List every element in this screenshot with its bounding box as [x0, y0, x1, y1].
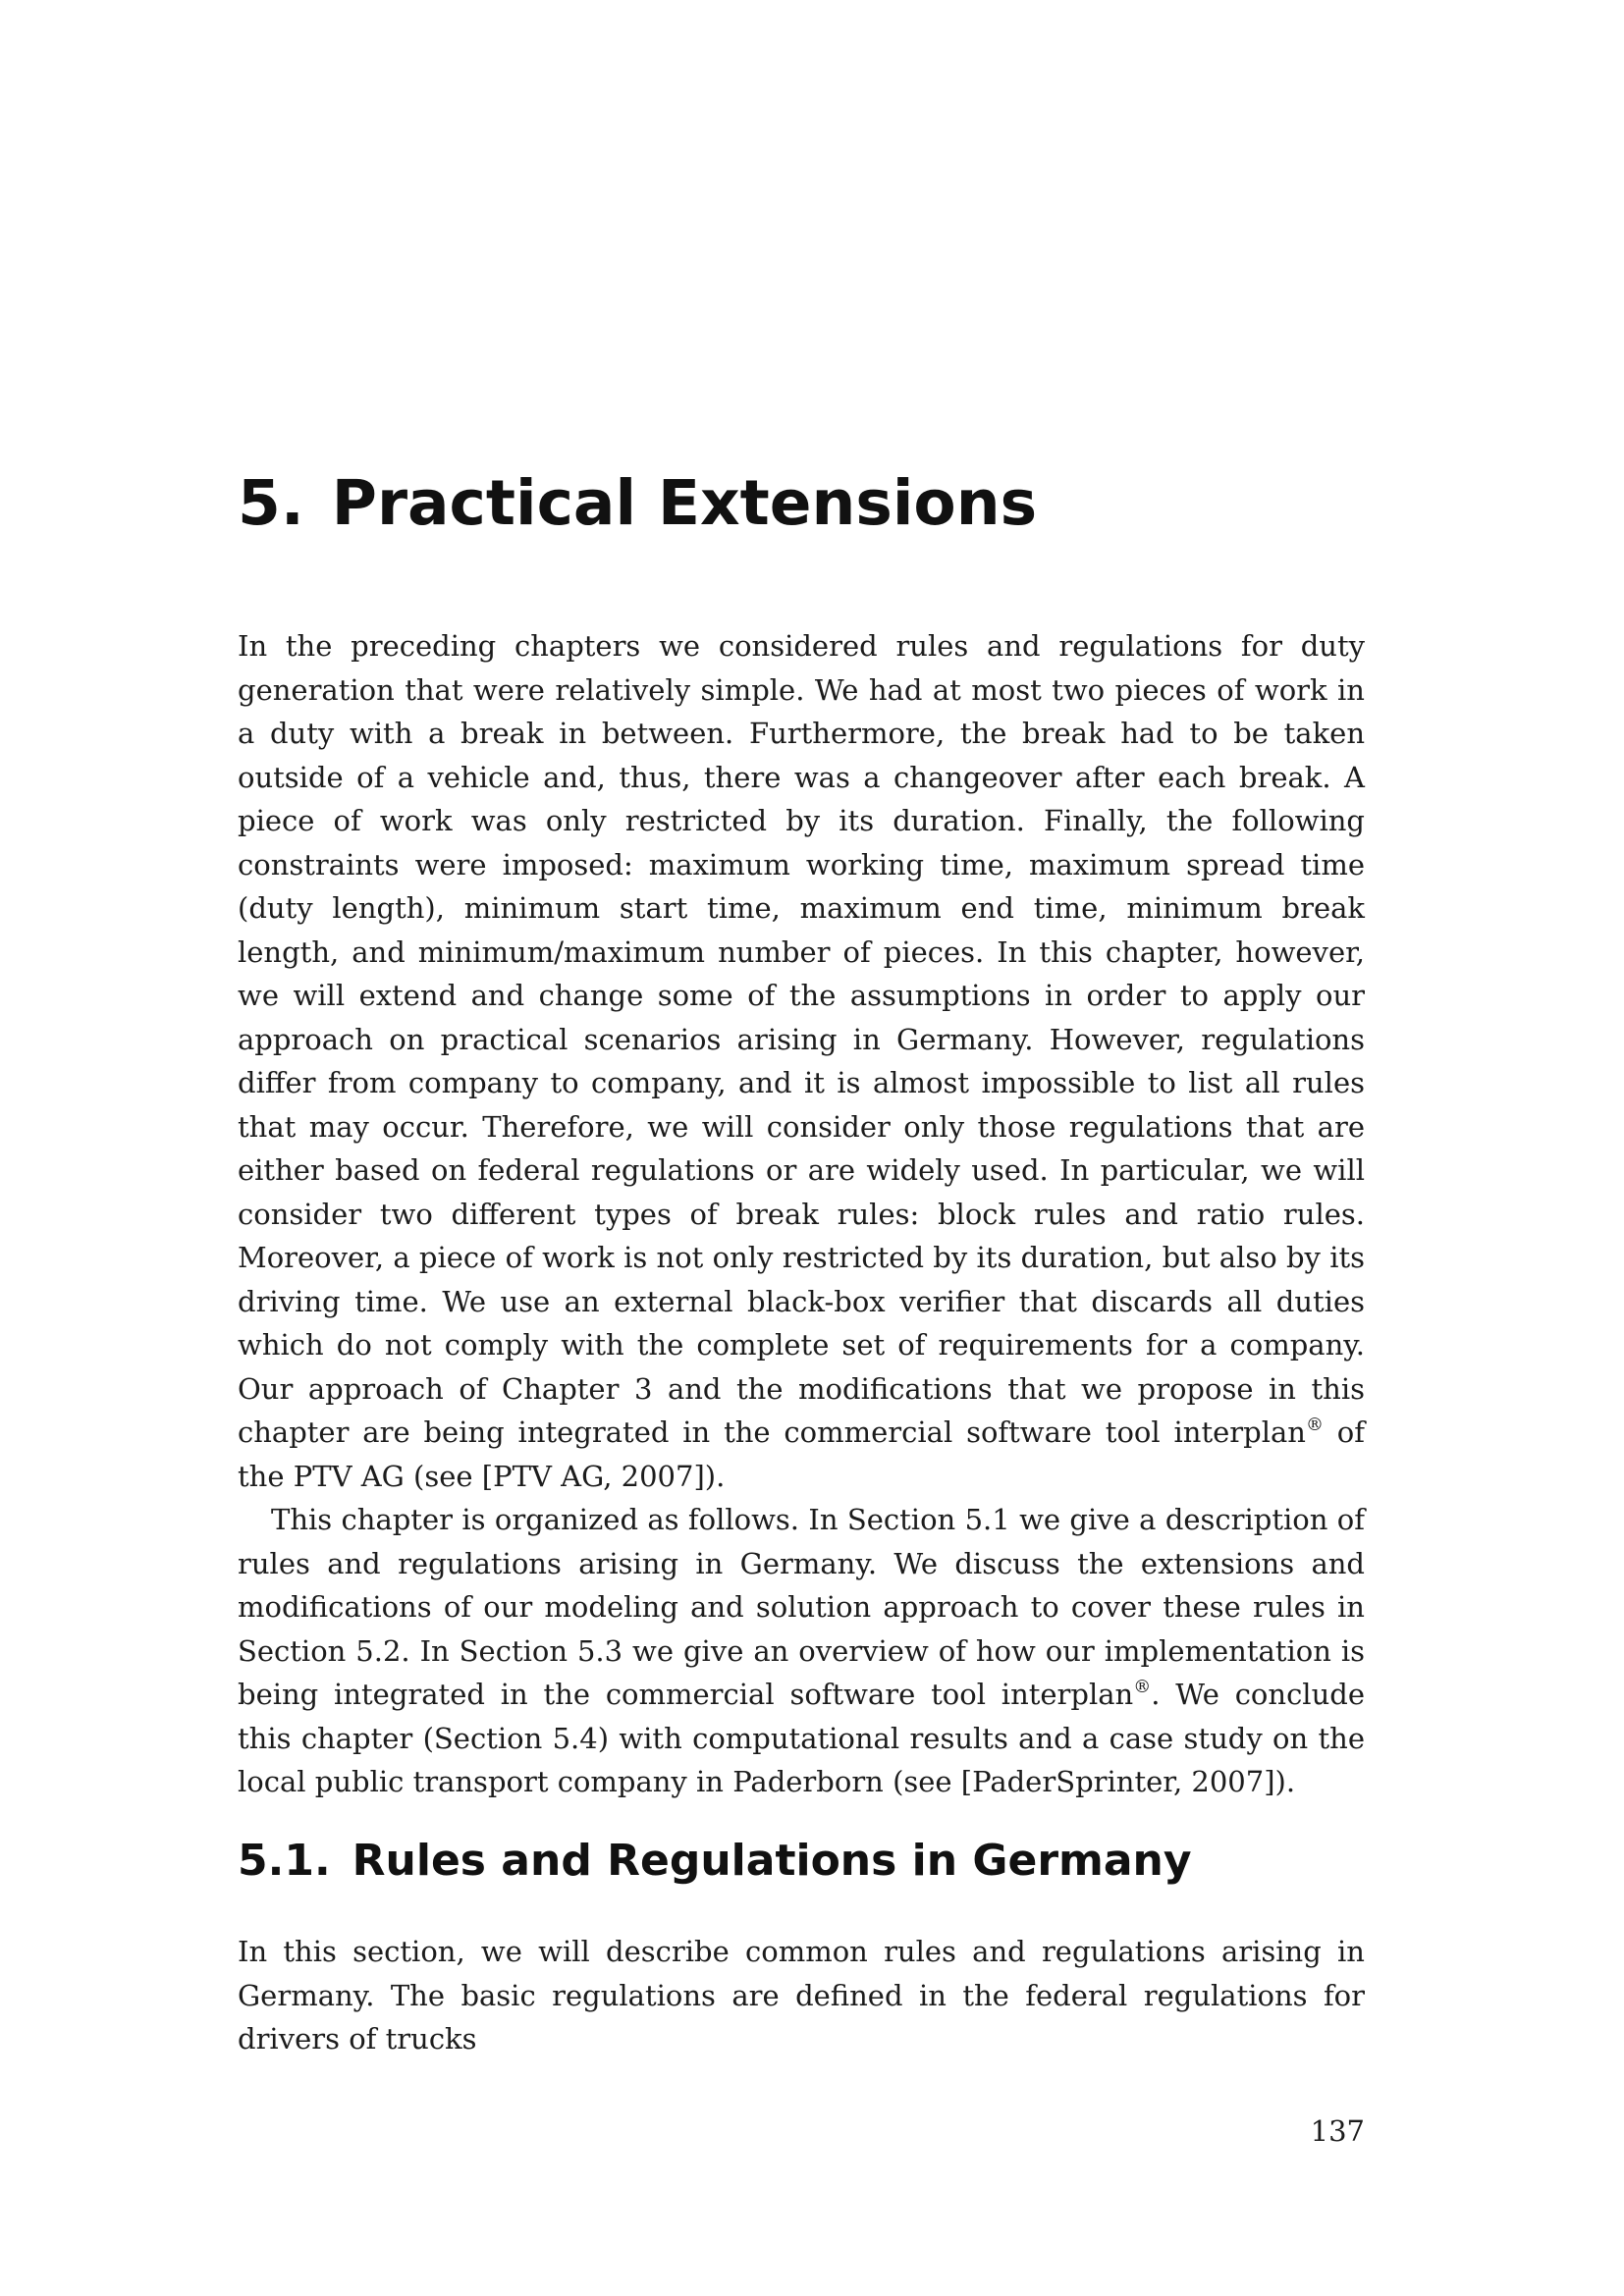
- registered-mark: ®: [1305, 1415, 1324, 1435]
- chapter-title: [238, 469, 1037, 537]
- chapter-number: 5.: [238, 467, 304, 539]
- section-title-text: Rules and Regulations in Germany: [352, 1836, 1192, 1886]
- intro-paragraph-1-text: In the preceding chapters we considered rules and regulations for duty generation that were relatively simple. We had at most two pieces of work in a duty with a break in between. Furthermore, the break had to be taken outside of a vehicle and, thus, there was a changeover after each break. A piece of work was only restricted by its duration. Finally, the following constraints were imposed: maximum working time, maximum spread time (duty length), minimum start time, maximum end time, minimum break length, and minimum/maximum number of pieces. In this chapter, however, we will extend and change some of the assumptions in order to apply our approach on practical scenarios arising in Germany. However, regulations differ from company to company, and it is almost impossible to list all rules that may occur. Therefore, we will consider only those regulations that are either based on federal regulations or are widely used. In particular, we will consider two different types of break rules: block rules and ratio rules. Moreover, a piece of work is not only restricted by its duration, but also by its driving time. We use an external black-box verifier that discards all duties which do not comply with the complete set of requirements for a company. Our approach of Chapter 3 and the modifications that we propose in this chapter are being integrated in the commercial software tool interplan: [238, 629, 1365, 1449]
- section-body: [238, 1930, 1365, 2061]
- section-paragraph: In this section, we will describe common rules and regulations arising in Germany. The basic regulations are defined in the federal regulations for drivers of trucks: [238, 1935, 1365, 2056]
- intro-paragraph-2-text: This chapter is organized as follows. In Section 5.1 we give a description of rules and regulations arising in Germany. We discuss the extensions and modifications of our modeling and solution approach to cover these rules in Section 5.2. In Section 5.3 we give an overview of how our implementation is being integrated in the commercial software tool interplan: [238, 1503, 1365, 1711]
- intro-paragraph-1: [238, 624, 1365, 1498]
- intro-paragraph-1-tail: of the PTV AG (see [PTV AG, 2007]).: [238, 1415, 1365, 1493]
- intro-paragraph-2-tail: . We conclude this chapter (Section 5.4) with computational results and a case study on the local public transport company in Paderborn (see [PaderSprinter, 2007]).: [238, 1678, 1365, 1798]
- page-number: 137: [1310, 2114, 1365, 2148]
- chapter-title-text: Practical Extensions: [331, 467, 1038, 539]
- section-title: [238, 1836, 1192, 1888]
- registered-mark: ®: [1133, 1677, 1152, 1697]
- chapter-intro: [238, 624, 1365, 1804]
- intro-paragraph-2: [238, 1498, 1365, 1804]
- section-number: 5.1.: [238, 1836, 331, 1886]
- document-page: [238, 0, 1365, 2296]
